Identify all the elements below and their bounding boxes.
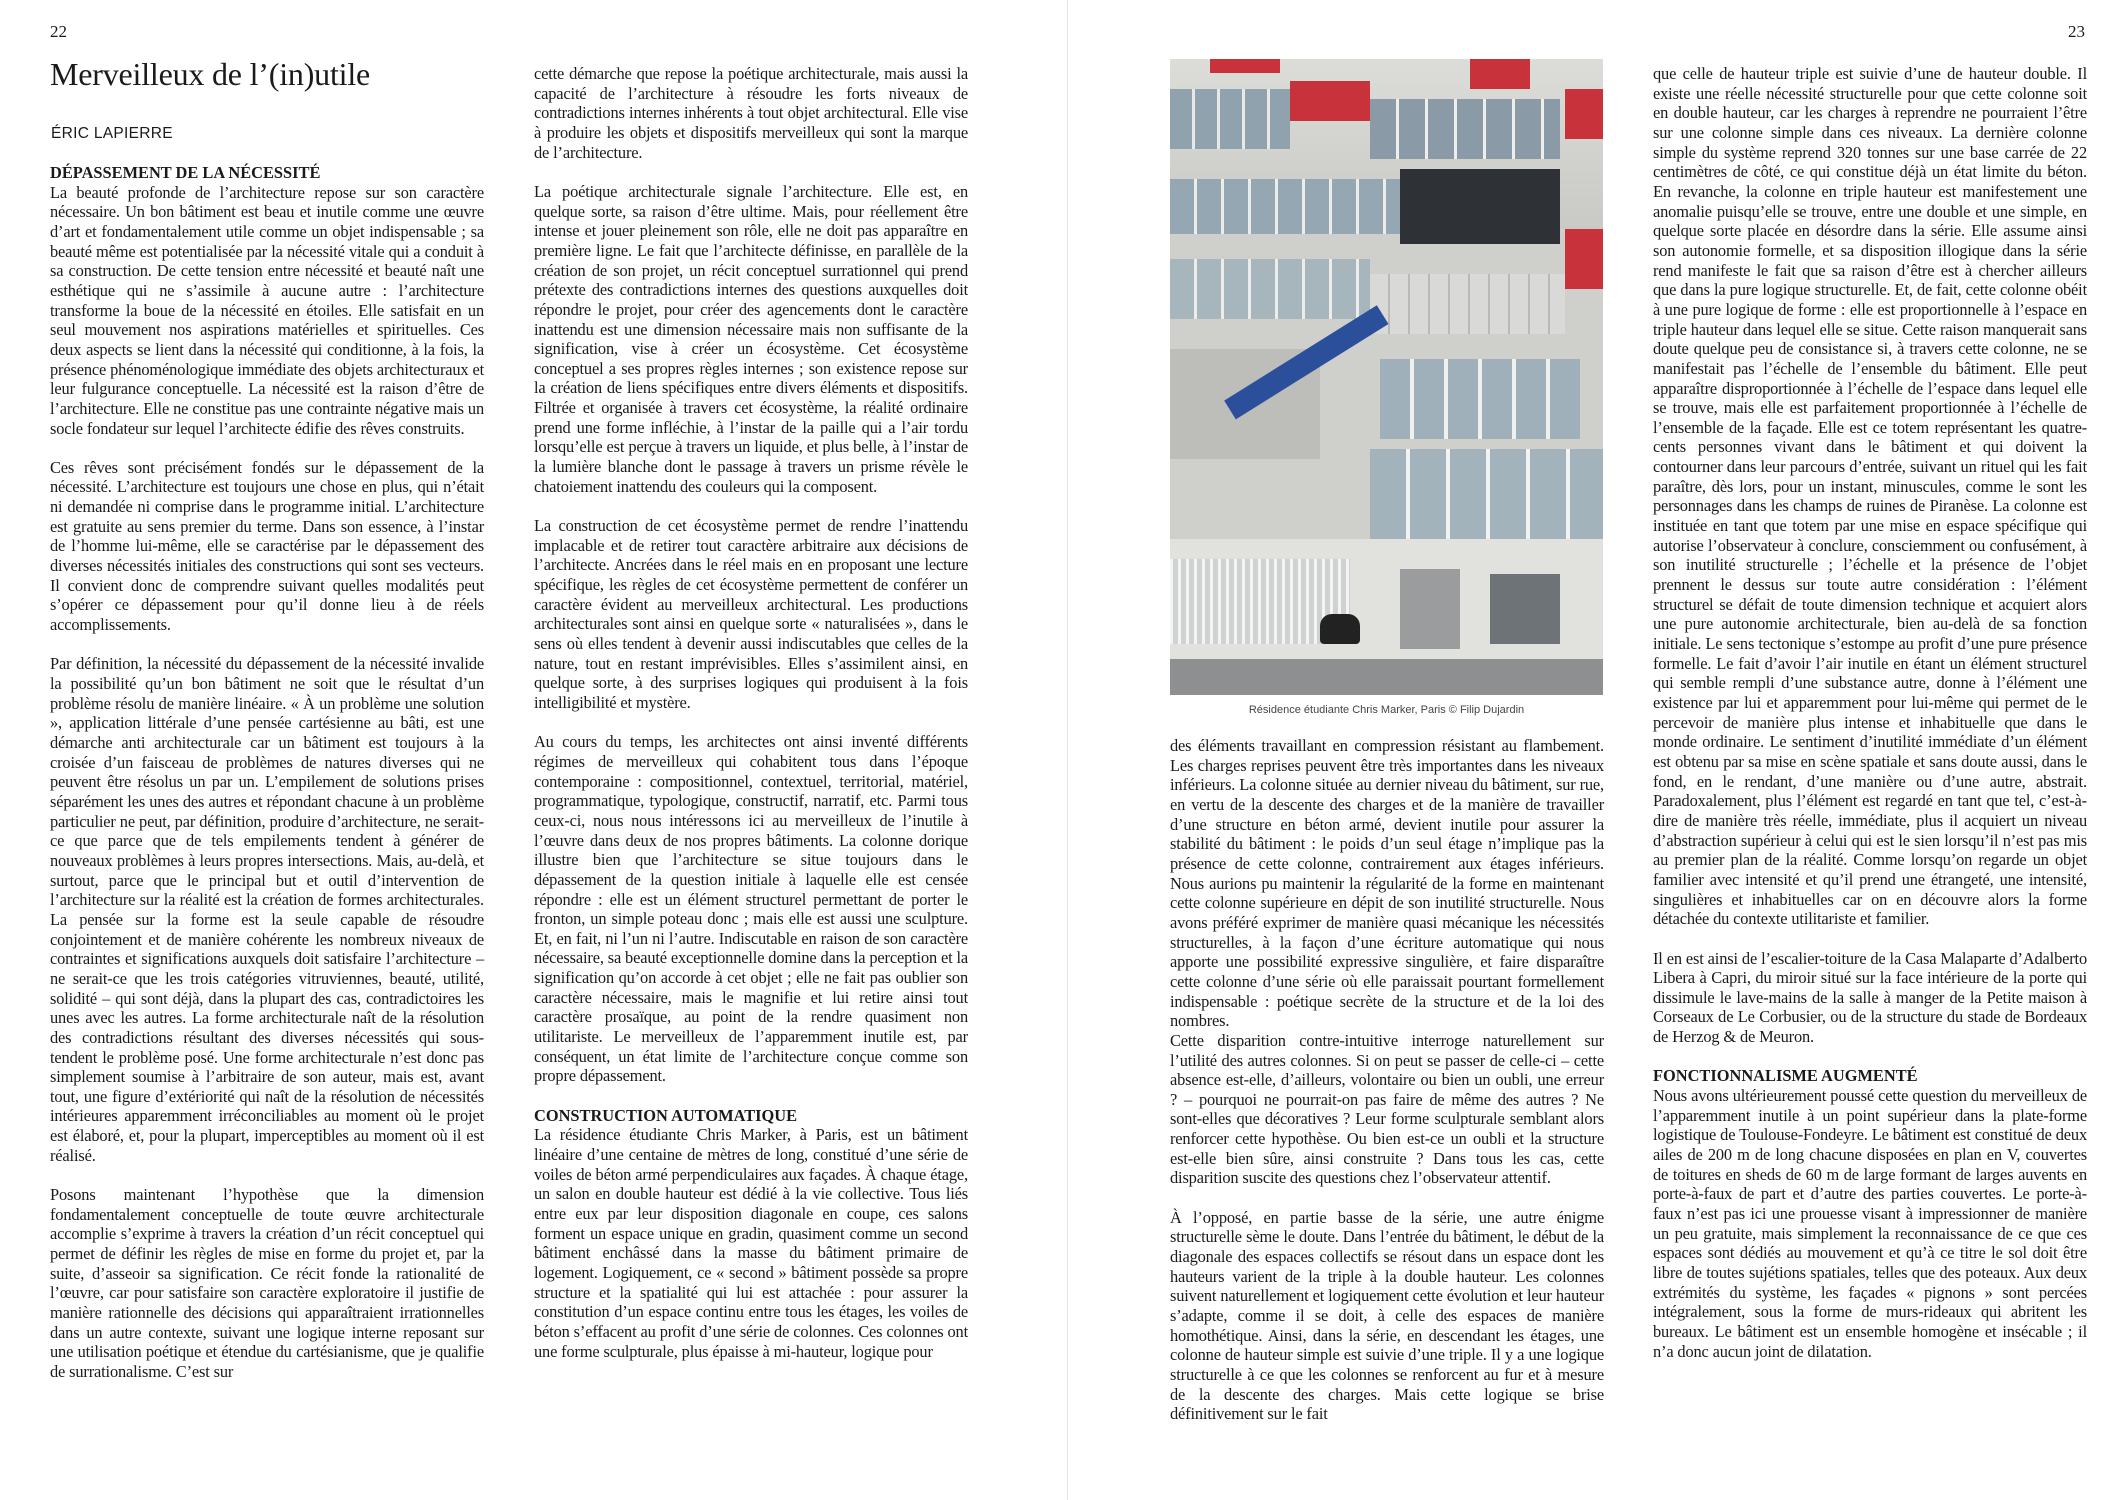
body-paragraph: Par définition, la nécessité du dépassement de la nécessité invalide la possibilité qu’un bon bâtiment ne soit que le résultat d’un problème résolu de manière linéaire. « À un problème une solution », application littérale d’une pensée cartésienne au bâti, est une démarche anti architecturale car un bâtiment est toujours à la croisée d’un faisceau de problèmes de natures diverses qui ne peuvent être résolus un par un. L’empilement de solutions prises séparément les unes des autres et répondant chacune à un problème particulier ne peut, par définition, produire d’architecture, ne serait-ce que parce que de tels empilements tendent à générer de nouveaux problèmes à leurs propres intersections. Mais, au-delà, et surtout, parce que le principal but et outil d’intervention de l’architecture sur la réalité est la création de formes architecturales. La pensée sur la forme est la seule capable de résoudre conjointement et de manière cohérente les nombreux niveaux de contraintes et significations auxquels doit satisfaire l’architecture – ne serait-ce que les trois catégories vitruviennes, beauté, utilité, solidité – qui sont déjà, dans la plupart des cas, contradictoires les unes avec les autres. La forme architecturale naît de la résolution des contradictions résultant des diverses nécessités qui sous-tendent le problème posé. Une forme architecturale n’est donc pas simplement soumise à l’arbitraire de son auteur, mais est, avant tout, une figure d’extériorité qui naît de la résolution de nécessités intérieures apparemment irréconciliables au moment où le projet est élaboré, et, pour la plupart, imperceptibles au moment où il est réalisé.: [50, 654, 484, 1165]
body-paragraph: La poétique architecturale signale l’architecture. Elle est, en quelque sorte, sa raison d’être ultime. Mais, pour réellement être intense et jouer pleinement son rôle, elle ne doit pas apparaître en première ligne. Le fait que l’architecte définisse, en parallèle de la création de son projet, un récit conceptuel surrationnel qui prend prétexte des contradictions internes des questions auxquelles doit répondre le projet, pour créer des agencements dont le caractère inattendu est une dimension nécessaire mais non suffisante de la signification, vise à créer un écosystème. Cet écosystème conceptuel a ses propres règles internes ; son existence repose sur la création de liens spécifiques entre divers éléments et dispositifs. Filtrée et organisée à travers cet écosystème, la réalité ordinaire prend une forme infléchie, à l’instar de la paille qui a l’air tordu lorsqu’elle est perçue à travers un liquide, et plus belle, à l’instar de la lumière blanche dont le passage à travers un prisme révèle le chatoiement inattendu des couleurs qui la composent.: [534, 181, 968, 496]
body-paragraph: Cette disparition contre-intuitive interroge naturellement sur l’utilité des autres colonnes. Si on peut se passer de celle-ci – cette absence est-elle, d’ailleurs, volontaire ou bien un oubli, une erreur ? – pourquoi ne pourrait-on pas faire de même des autres ? Ne sont-elles que décoratives ? Leur forme sculpturale semblant alors renforcer cette hypothèse. Ou bien est-ce un oubli et la structure est-elle bien sûre, ainsi construite ? Dans tous les cas, cette disparition suscite des questions chez l’observateur attentif.: [1170, 1030, 1604, 1188]
body-paragraph: Ces rêves sont précisément fondés sur le dépassement de la nécessité. L’architecture est toujours une chose en plus, qui n’était ni demandée ni comprise dans le programme initial. L’architecture est gratuite au sens premier du terme. Dans son essence, à l’instar de l’homme lui-même, elle se caractérise par le dépassement des diverses nécessités initiales des constructions qui sont ses vecteurs. Il convient donc de comprendre suivant quelles modalités peut s’opérer ce dépassement pour qu’il donne lieu à de réels accomplissements.: [50, 457, 484, 635]
article-title: Merveilleux de l’(in)utile: [50, 56, 371, 92]
body-paragraph: Au cours du temps, les architectes ont ainsi inventé différents régimes de merveilleux qui cohabitent tous dans l’époque contemporaine : compositionnel, contextuel, territorial, matériel, programmatique, typologique, constructif, narratif, etc. Parmi tous ceux-ci, nous nous intéressons ici au merveilleux de l’inutile à l’œuvre dans deux de nos propres bâtiments. La colonne dorique illustre bien que l’architecture se situe toujours dans le dépassement de la question initiale à laquelle elle est censée répondre : elle est un élément structurel permettant de porter le fronton, un simple poteau donc ; mais elle est aussi une sculpture. Et, en fait, ni l’un ni l’autre. Indiscutable en raison de son caractère nécessaire, sa beauté exceptionnelle domine dans la perception et la signification qu’on accorde à cet objet ; elle ne fait pas oublier son caractère nécessaire, mais le magnifie et lui retire ainsi tout caractère prosaïque, au point de la rendre quasiment non utilitariste. Le merveilleux de l’apparemment inutile est, par conséquent, un état limite de l’architecture conçue comme son propre dépassement.: [534, 732, 968, 1086]
page-number-left: 22: [50, 22, 67, 41]
body-paragraph: Posons maintenant l’hypothèse que la dimension fondamentalement conceptuelle de toute œuvre architecturale accomplie s’exprime à travers la création d’un récit conceptuel qui permet de définir les règles de mise en forme du projet et, par la suite, d’asseoir sa signification. Ce récit fonde la rationalité de l’œuvre, car pour satisfaire son caractère exploratoire il justifie de manière rationnelle des décisions qui apparaîtraient irrationnelles dans un autre contexte, suivant une logique interne reposant sur une utilisation poétique et étendue du cartésianisme, que je qualifie de surrationalisme. C’est sur: [50, 1185, 484, 1381]
page-number-right: 23: [2068, 22, 2085, 41]
body-paragraph: La résidence étudiante Chris Marker, à Paris, est un bâtiment linéaire d’une centaine de mètres de long, constitué d’une série de voiles de béton armé perpendiculaires aux façades. À chaque étage, un salon en double hauteur est dédié à la vie collective. Tous liés entre eux par leur disposition diagonale en coupe, ces salons forment un espace unique en gradin, quasiment comme un second bâtiment enchâssé dans la masse du bâtiment primaire de logement. Logiquement, ce « second » bâtiment possède sa propre structure et la spatialité qui lui est attachée : pour assurer la constitution d’un espace continu entre tous les étages, les voiles de béton s’effacent au profit d’une série de colonnes. Ces colonnes ont une forme sculpturale, plus épaisse à mi-hauteur, logique pour: [534, 1125, 968, 1361]
photo-caption: Résidence étudiante Chris Marker, Paris © Filip Dujardin: [1248, 704, 1525, 716]
body-paragraph: À l’opposé, en partie basse de la série, une autre énigme structurelle sème le doute. Dans l’entrée du bâtiment, le début de la diagonale des espaces collectifs se résout dans un espace dont les hauteurs varient de la triple à la double hauteur. Les colonnes suivent naturellement et logiquement cette évolution et leur hauteur s’adapte, comme il se doit, à celle des espaces de manière homothétique. Ainsi, dans la série, en descendant les étages, une colonne de hauteur simple est suivie d’une triple. Il y a une logique structurelle à ce que les colonnes se renforcent au fur et à mesure de la descente des charges. Mais cette logique se brise définitivement sur le fait: [1170, 1207, 1604, 1424]
body-paragraph: La beauté profonde de l’architecture repose sur son caractère nécessaire. Un bon bâtiment est beau et inutile comme une œuvre d’art et fondamentalement utile comme un objet indispensable ; sa beauté même est potentialisée par la nécessité vitale qui a conduit à sa construction. De cette tension entre nécessité et beauté naît une esthétique qui ne s’assimile à aucune autre : l’architecture transforme la boue de la nécessité en étoiles. Elle satisfait en un seul mouvement nos aspirations matérielles et spirituelles. Ces deux aspects se lient dans la nécessité qui conditionne, à la fois, la présence phénoménologique immédiate des objets architecturaux et leur fulgurance conceptuelle. La nécessité est la raison d’être de l’architecture. Elle ne constitue pas une contrainte négative mais un socle fondateur sur lequel l’architecte édifie des rêves construits.: [50, 182, 484, 438]
section-heading: DÉPASSEMENT DE LA NÉCESSITÉ: [50, 163, 321, 182]
text-column-1: [50, 163, 484, 1401]
section-heading: FONCTIONNALISME AUGMENTÉ: [1653, 1066, 1918, 1086]
body-paragraph: que celle de hauteur triple est suivie d’une de hauteur double. Il existe une réelle nécessité structurelle pour que cette colonne soit en double hauteur, car les charges à reprendre ne pourraient l’être sur une colonne simple dans ces niveaux. La dernière colonne simple du système reprend 320 tonnes sur une base carrée de 22 centimètres de côté, ce qui constitue déjà un état limite du béton. En revanche, la colonne en triple hauteur est manifestement une anomalie puisqu’elle se trouve, entre une double et une simple, en quelque sorte placée en désordre dans la série. Elle assume ainsi son autonomie formelle, et sa disposition illogique dans la série rend manifeste le fait que sa raison d’être est à chercher ailleurs que dans la pure logique structurelle. Et, de fait, cette colonne obéit à une pure logique de forme : elle est proportionnelle à l’espace en triple hauteur dans lequel elle se situe. Cette raison manquerait sans doute quelque peu de consistance si, à travers cette colonne, ne se manifestait pas l’échelle de l’ensemble du bâtiment. Elle peut apparaître disproportionnée à l’échelle de l’espace dans lequel elle se trouve, mais elle est parfaitement proportionnée à l’échelle de l’ensemble de la façade. Elle est ce totem représentant les quatre-cents personnes vivant dans le bâtiment et qui doivent la contourner dans leur parcours d’entrée, suivant un rituel qui les fait paraître, dès lors, pour un instant, minuscules, comme le sont les personnages dans les champs de ruines de Piranèse. La colonne est instituée en tant que totem par une mise en espace spécifique qui autorise l’observateur à conclure, consciemment ou confusément, à son inutilité structurelle ; l’échelle et la présence de l’objet prennent le dessus sur toute autre considération : l’élément structurel se défait de toute dimension technique et acquiert alors une pure autonomie architecturale, bien au-delà de sa fonction initiale. Le sens tectonique s’estompe au profit d’une pure présence formelle. Le fait d’avoir l’air inutile en étant un élément structurel qui semble rempli d’une substance autre, donne à l’élément une existence par lui et apparemment pour lui-même qui permet de le percevoir de manière plus intense et inhabituelle que dans le monde ordinaire. Le sentiment d’inutilité immédiate d’un élément est obtenu par sa mise en scène spatiale et sans doute aussi, dans le fond, en le rendant, d’une manière ou d’une autre, abstrait. Paradoxalement, plus l’élément est regardé en tant que tel, c’est-à-dire de manière très réelle, immédiate, plus il acquiert un niveau d’abstraction supérieur à celui qui est le sien lorsqu’il n’est pas mis au premier plan de la réalité. Comme lorsqu’on regarde un objet familier avec intensité et qu’il prend une étrangeté, une intensité, singulières et inhabituelles car on en découvre alors la forme détachée du contexte utilitariste et familier.: [1653, 64, 2087, 929]
body-paragraph: des éléments travaillant en compression résistant au flambement. Les charges reprises peuvent être très importantes dans les niveaux inférieurs. La colonne située au dernier niveau du bâtiment, sur rue, en vertu de la descente des charges et de la manière de travailler d’une structure en béton armé, devient inutile pour assurer la stabilité du bâtiment : le poids d’un seul étage n’implique pas la présence de cette colonne, contrairement aux étages inférieurs. Nous aurions pu maintenir la régularité de la forme en maintenant cette colonne supérieure en dépit de son inutilité structurelle. Nous avons préféré exprimer de manière quasi mécanique les nécessités structurelles, à la façon d’une écriture automatique qui nous apporte une possibilité expressive singulière, et faire disparaître cette colonne d’une série où elle paraissait pourtant formellement indispensable : poétique secrète de la structure et de la loi des nombres.: [1170, 736, 1604, 1031]
text-column-4: [1653, 64, 2087, 1361]
page-gutter: [1067, 0, 1068, 1500]
article-author: ÉRIC LAPIERRE: [51, 125, 173, 142]
text-column-3: [1170, 736, 1604, 1444]
building-photo: [1170, 59, 1603, 695]
body-paragraph: Nous avons ultérieurement poussé cette question du merveilleux de l’apparemment inutile à un point supérieur dans la plate-forme logistique de Toulouse-Fondeyre. Le bâtiment est constitué de deux ailes de 200 m de long chacune disposées en plan en V, couvertes de toitures en sheds de 60 m de large formant de larges auvents en porte-à-faux de part et d’autre des parties couvertes. Le porte-à-faux n’est pas ici une prouesse visant à impressionner de manière un peu gratuite, mais simplement la reconnaissance de ce que ces espaces sont dédiés au mouvement et qu’à ce titre le sol doit être libre de toutes sujétions spatiales, telles que des poteaux. Aux deux extrémités du système, les façades « pignons » sont percées intégralement, sous la forme de murs-rideaux qui abritent les bureaux. Le bâtiment est un ensemble homogène et insécable ; il n’a donc aucun joint de dilatation.: [1653, 1086, 2087, 1361]
body-paragraph: cette démarche que repose la poétique architecturale, mais aussi la capacité de l’architecture à résoudre les forts niveaux de contradictions internes inhérents à tout objet architectural. Elle vise à produire les objets et dispositifs merveilleux qui sont la marque de l’architecture.: [534, 64, 968, 162]
body-paragraph: Il en est ainsi de l’escalier-toiture de la Casa Malaparte d’Adalberto Libera à Capri, du miroir situé sur la face intérieure de la porte qui dissimule le lave-mains de la salle à manger de la Petite maison à Corseaux de Le Corbusier, ou de la structure du stade de Bordeaux de Herzog & de Meuron.: [1653, 948, 2087, 1047]
text-column-2: [534, 64, 968, 1381]
section-heading: CONSTRUCTION AUTOMATIQUE: [534, 1105, 798, 1125]
body-paragraph: La construction de cet écosystème permet de rendre l’inattendu implacable et de retirer tout caractère arbitraire aux décisions de l’architecte. Ancrées dans le réel mais en en proposant une lecture spécifique, les règles de cet écosystème permettent de conférer un caractère évident au merveilleux architectural. Les productions architecturales sont ainsi en quelque sorte « naturalisées », dans le sens où elles tendent à devenir aussi indiscutables que celles de la nature, tout en restant imprévisibles. Elles s’assimilent ainsi, en quelque sorte, à des surprises logiques qui produisent à la fois intelligibilité et mystère.: [534, 516, 968, 712]
